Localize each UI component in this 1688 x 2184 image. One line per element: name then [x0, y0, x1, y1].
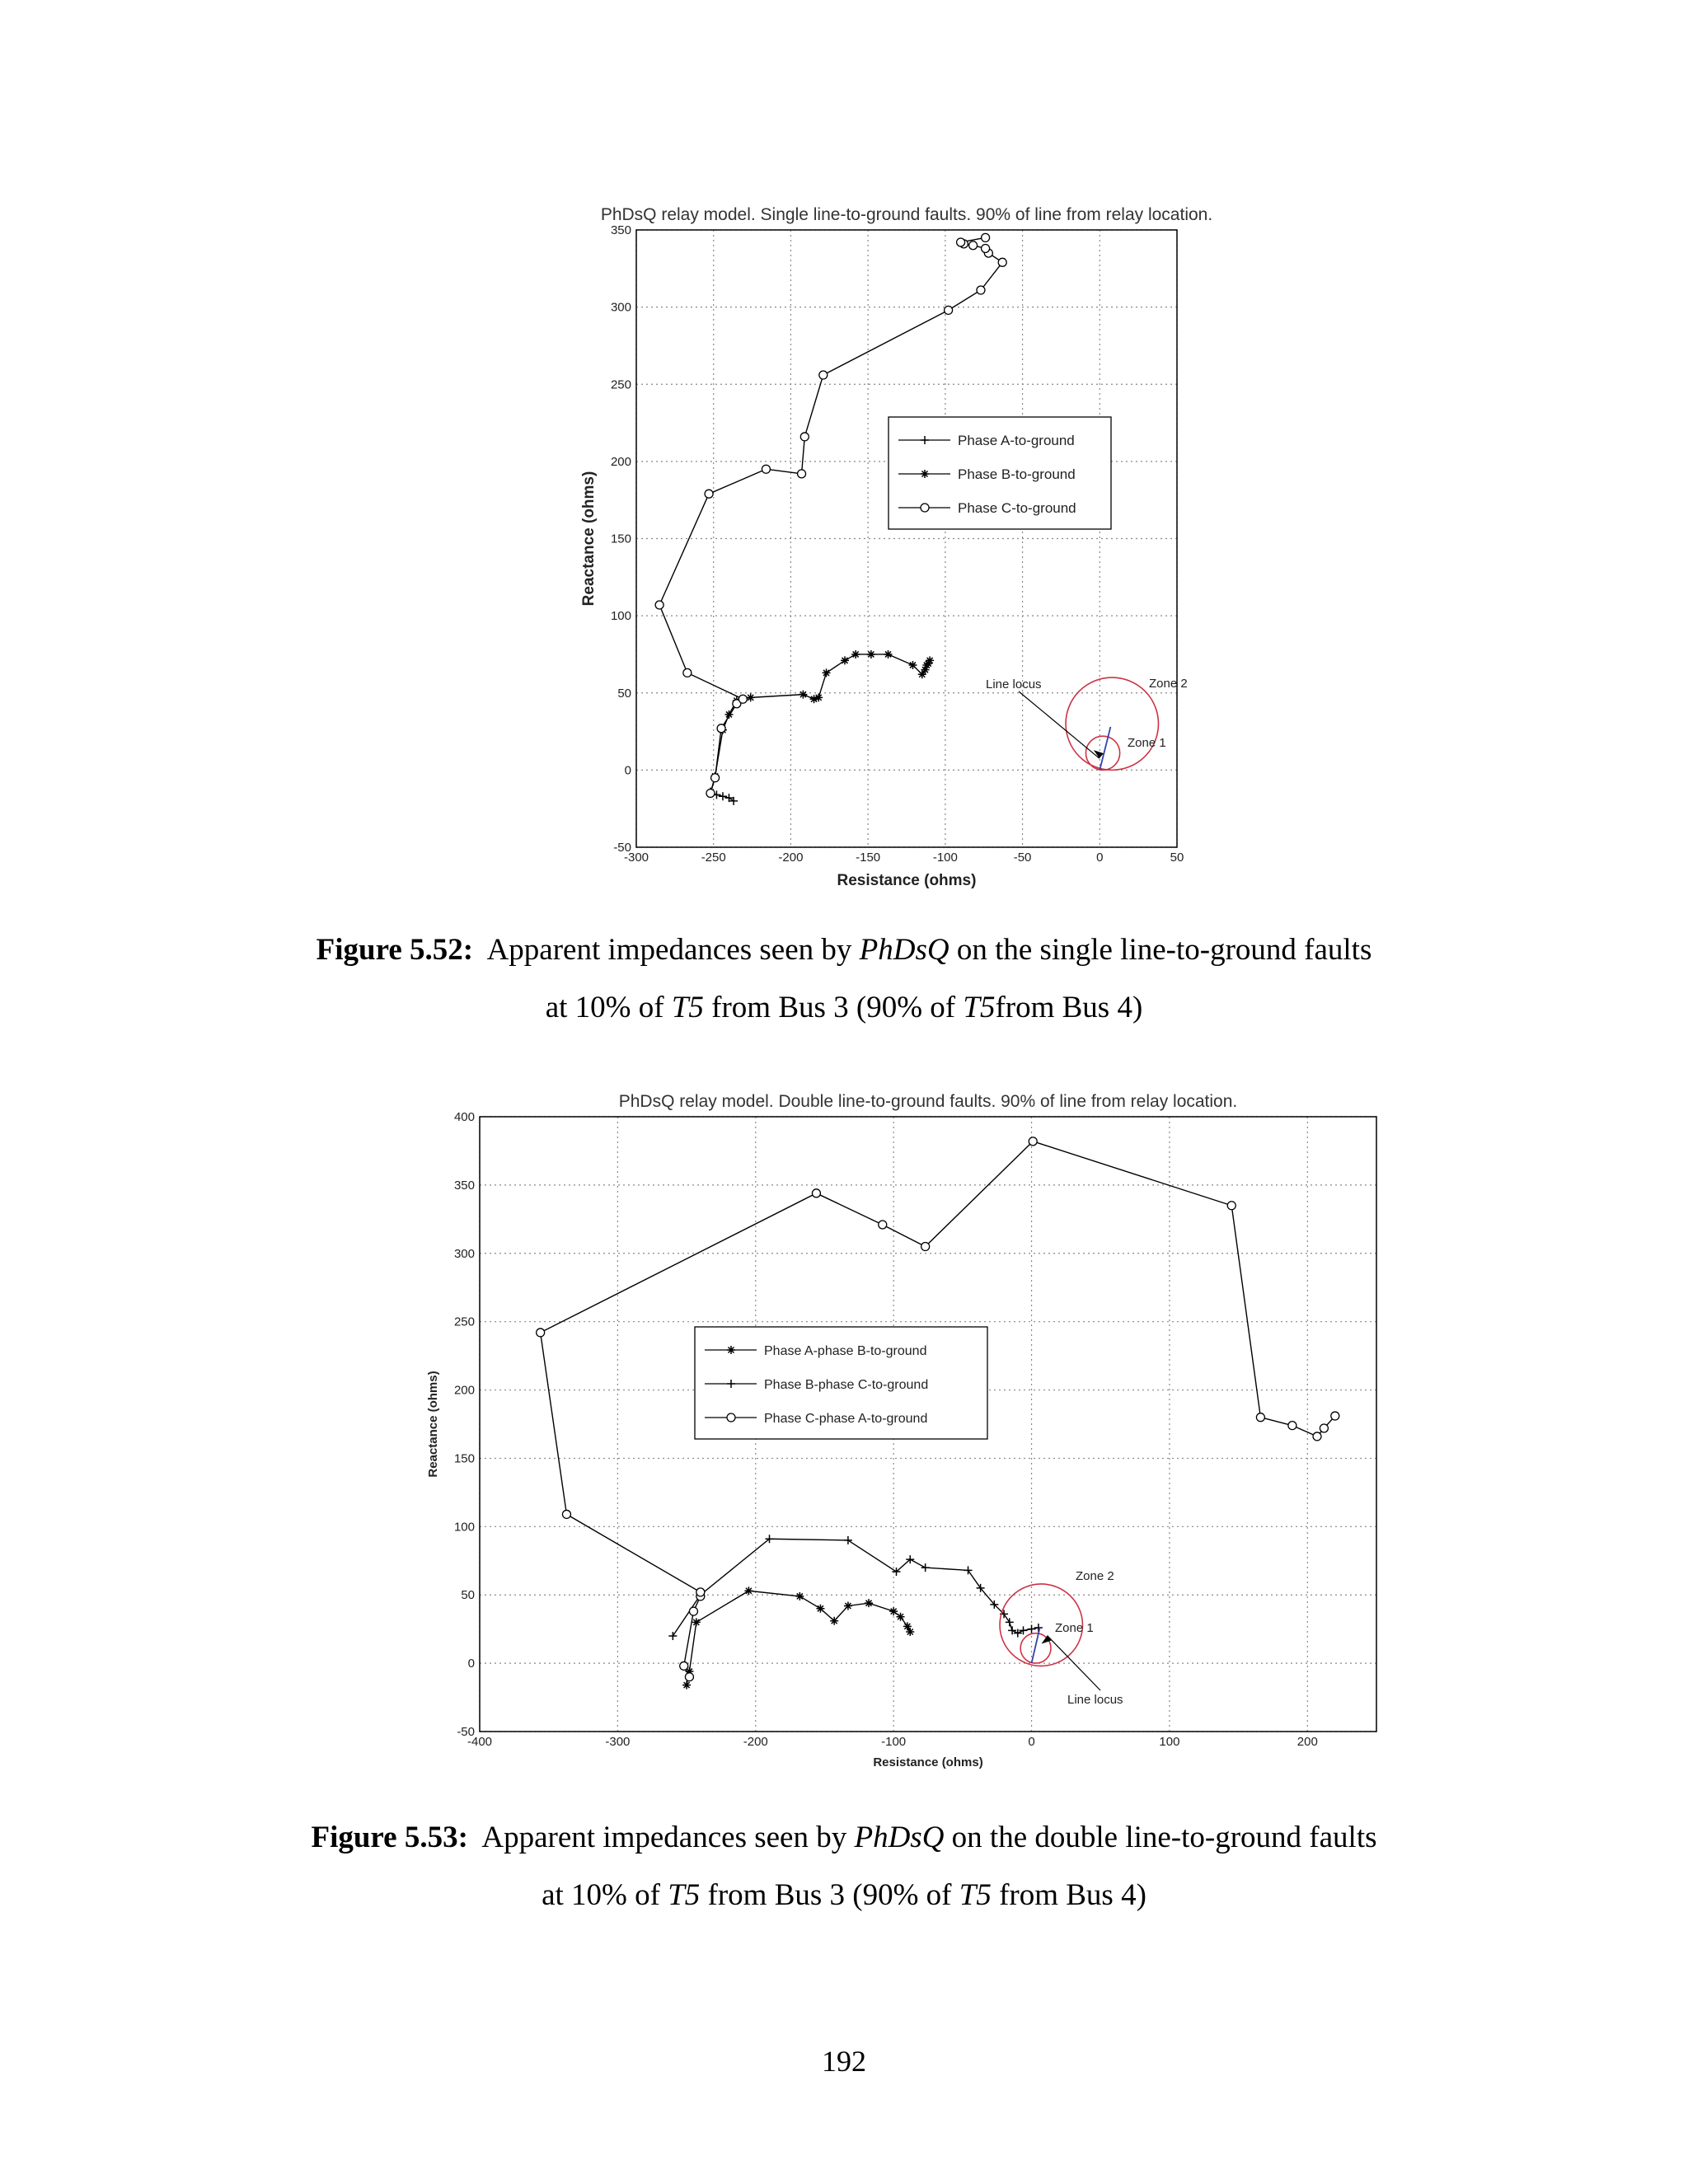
- data-point-circle: [711, 774, 720, 782]
- y-tick-label: 150: [610, 532, 631, 546]
- y-tick-label: 150: [453, 1451, 475, 1466]
- caption-line-1: [0, 921, 1688, 979]
- x-tick-label: -100: [881, 1735, 907, 1749]
- data-point-circle: [1256, 1413, 1264, 1422]
- x-tick-label: -50: [1013, 851, 1032, 865]
- data-point-star: [844, 1601, 852, 1610]
- legend-entry: Phase B-phase C-to-ground: [764, 1378, 929, 1392]
- data-point-plus: [1006, 1618, 1014, 1626]
- annotation-arrow: [1048, 1636, 1100, 1690]
- data-point-star: [851, 650, 860, 658]
- caption-italic: T5: [959, 1878, 992, 1912]
- x-tick-label: -300: [605, 1735, 631, 1749]
- data-point-plus: [921, 1563, 930, 1572]
- caption-italic: T5: [671, 991, 704, 1024]
- data-point-star: [867, 650, 875, 658]
- data-point-star: [727, 1346, 735, 1354]
- y-axis-label: Reactance (ohms): [426, 1371, 440, 1478]
- x-tick-label: -150: [856, 851, 881, 865]
- y-tick-label: 50: [461, 1588, 475, 1603]
- x-axis-label: Resistance (ohms): [873, 1755, 983, 1769]
- data-point-circle: [706, 789, 715, 797]
- x-tick-label: 100: [1159, 1735, 1180, 1749]
- caption-text: from Bus 3 (90% of: [700, 1878, 959, 1912]
- data-point-star: [865, 1599, 873, 1607]
- y-tick-label: 200: [610, 454, 631, 469]
- data-point-star: [747, 693, 755, 701]
- caption-text: at 10% of: [545, 991, 672, 1024]
- series-line: [673, 1539, 1039, 1636]
- zone-label: Zone 1: [1128, 736, 1166, 750]
- data-point-plus: [668, 1632, 677, 1640]
- caption-italic: PhDsQ: [859, 933, 950, 967]
- y-tick-label: 350: [453, 1178, 475, 1193]
- x-tick-label: -300: [623, 851, 649, 865]
- data-point-star: [814, 693, 823, 701]
- caption-line-2: [0, 1867, 1688, 1924]
- data-point-circle: [1320, 1424, 1328, 1432]
- data-point-star: [830, 1617, 838, 1625]
- data-point-circle: [717, 724, 725, 733]
- data-point-plus: [1028, 1625, 1036, 1633]
- legend-entry: Phase A-to-ground: [958, 433, 1075, 448]
- data-point-star: [926, 656, 934, 664]
- y-tick-label: 100: [610, 609, 631, 624]
- data-point-circle: [689, 1607, 697, 1615]
- data-point-circle: [685, 1673, 693, 1681]
- data-point-star: [897, 1613, 905, 1621]
- annotation-arrow: [1019, 691, 1100, 758]
- x-tick-label: -200: [778, 851, 804, 865]
- line-locus-label: Line locus: [986, 677, 1042, 691]
- data-point-circle: [1029, 1137, 1037, 1146]
- data-point-circle: [655, 601, 663, 609]
- caption-italic: T5: [963, 991, 996, 1024]
- series-line: [687, 1591, 910, 1685]
- caption-text: on the single line-to-ground faults: [949, 933, 1372, 967]
- data-point-circle: [921, 1242, 930, 1250]
- x-tick-label: -200: [743, 1735, 768, 1749]
- data-point-circle: [762, 465, 770, 473]
- line-locus-label: Line locus: [1067, 1693, 1123, 1707]
- caption-figure-5-53: [0, 1809, 1688, 1924]
- y-tick-label: 400: [453, 1110, 475, 1124]
- caption-text: on the double line-to-ground faults: [944, 1821, 1377, 1854]
- y-tick-label: 50: [617, 686, 631, 701]
- data-point-circle: [1227, 1202, 1236, 1210]
- data-point-circle: [819, 371, 828, 379]
- data-point-circle: [945, 306, 953, 314]
- y-tick-label: 300: [453, 1246, 475, 1261]
- legend-entry: Phase C-phase A-to-ground: [764, 1412, 928, 1426]
- data-point-star: [795, 1592, 804, 1601]
- caption-line-2: [0, 979, 1688, 1037]
- data-point-star: [816, 1605, 824, 1613]
- y-tick-label: 250: [453, 1315, 475, 1329]
- data-point-star: [884, 650, 893, 658]
- legend-entry: Phase B-to-ground: [958, 466, 1076, 482]
- x-tick-label: 200: [1296, 1735, 1318, 1749]
- page-number: 192: [822, 2045, 866, 2078]
- data-point-star: [906, 1628, 914, 1636]
- data-point-circle: [696, 1588, 705, 1596]
- data-point-circle: [982, 233, 990, 241]
- data-point-circle: [1331, 1412, 1339, 1420]
- data-point-circle: [727, 1413, 735, 1422]
- x-tick-label: -400: [467, 1735, 493, 1749]
- data-point-plus: [844, 1536, 852, 1544]
- y-tick-label: 200: [453, 1383, 475, 1398]
- y-tick-label: 0: [467, 1657, 475, 1671]
- caption-text: from Bus 3 (90% of: [703, 991, 964, 1024]
- x-tick-label: 0: [1028, 1735, 1035, 1749]
- zone-label: Zone 2: [1076, 1569, 1114, 1583]
- x-tick-label: -250: [701, 851, 726, 865]
- zone-circle: [1066, 677, 1158, 770]
- zone-label: Zone 1: [1055, 1621, 1094, 1635]
- data-point-circle: [562, 1510, 570, 1518]
- data-point-circle: [798, 470, 806, 478]
- data-point-circle: [982, 244, 990, 252]
- y-axis-label: Reactance (ohms): [580, 471, 598, 607]
- y-tick-label: 100: [453, 1520, 475, 1535]
- chart-title: PhDsQ relay model. Single line-to-ground faults. 90% of line from relay location.: [600, 205, 1213, 224]
- zone-label: Zone 2: [1149, 677, 1188, 691]
- x-tick-label: -100: [932, 851, 958, 865]
- data-point-plus: [964, 1566, 973, 1574]
- line-locus: [1100, 727, 1110, 770]
- caption-italic: T5: [668, 1878, 701, 1912]
- x-axis-label: Resistance (ohms): [837, 872, 977, 889]
- data-point-plus: [719, 792, 727, 800]
- data-point-circle: [998, 258, 1006, 266]
- chart-double-line-to-ground: [426, 1092, 1376, 1769]
- series-line: [710, 654, 930, 794]
- data-point-circle: [969, 241, 978, 250]
- caption-figure-5-52: [0, 921, 1688, 1037]
- data-point-circle: [683, 668, 692, 677]
- data-point-circle: [738, 695, 747, 703]
- x-tick-label: 50: [1170, 851, 1184, 865]
- y-tick-label: 350: [610, 223, 631, 237]
- y-tick-label: -50: [457, 1725, 475, 1739]
- data-point-circle: [1288, 1422, 1296, 1430]
- data-point-star: [841, 656, 849, 664]
- chart-single-line-to-ground: [580, 205, 1212, 889]
- data-point-circle: [705, 490, 713, 498]
- legend-entry: Phase C-to-ground: [958, 500, 1076, 516]
- zone-circle: [1085, 736, 1119, 770]
- y-tick-label: 300: [610, 300, 631, 315]
- caption-text: Apparent impedances seen by: [486, 933, 860, 967]
- caption-text: Apparent impedances seen by: [481, 1821, 855, 1854]
- data-point-circle: [537, 1329, 545, 1337]
- data-point-star: [823, 668, 831, 677]
- y-tick-label: 250: [610, 377, 631, 392]
- caption-label: Figure 5.53:: [311, 1821, 468, 1854]
- caption-text: at 10% of: [542, 1878, 668, 1912]
- data-point-star: [692, 1618, 701, 1626]
- data-point-circle: [977, 286, 985, 294]
- data-point-star: [799, 691, 807, 699]
- caption-italic: PhDsQ: [854, 1821, 945, 1854]
- data-point-star: [744, 1586, 753, 1595]
- data-point-circle: [1313, 1432, 1321, 1441]
- data-point-circle: [800, 433, 809, 441]
- chart-title: PhDsQ relay model. Double line-to-ground faults. 90% of line from relay location.: [618, 1092, 1238, 1111]
- data-point-star: [908, 661, 917, 669]
- caption-text: from Bus 4): [991, 1878, 1146, 1912]
- data-point-circle: [921, 504, 929, 512]
- data-point-circle: [879, 1221, 887, 1229]
- data-point-star: [682, 1681, 691, 1690]
- data-point-circle: [812, 1189, 820, 1197]
- data-point-star: [889, 1607, 898, 1615]
- caption-line-1: [0, 1809, 1688, 1867]
- legend-entry: Phase A-phase B-to-ground: [764, 1344, 927, 1358]
- caption-label: Figure 5.52:: [316, 933, 474, 967]
- y-tick-label: -50: [613, 841, 631, 855]
- data-point-star: [921, 470, 929, 478]
- data-point-circle: [957, 238, 965, 246]
- y-tick-label: 0: [624, 763, 631, 778]
- caption-text: from Bus 4): [995, 991, 1143, 1024]
- data-point-circle: [680, 1661, 688, 1670]
- x-tick-label: 0: [1096, 851, 1104, 865]
